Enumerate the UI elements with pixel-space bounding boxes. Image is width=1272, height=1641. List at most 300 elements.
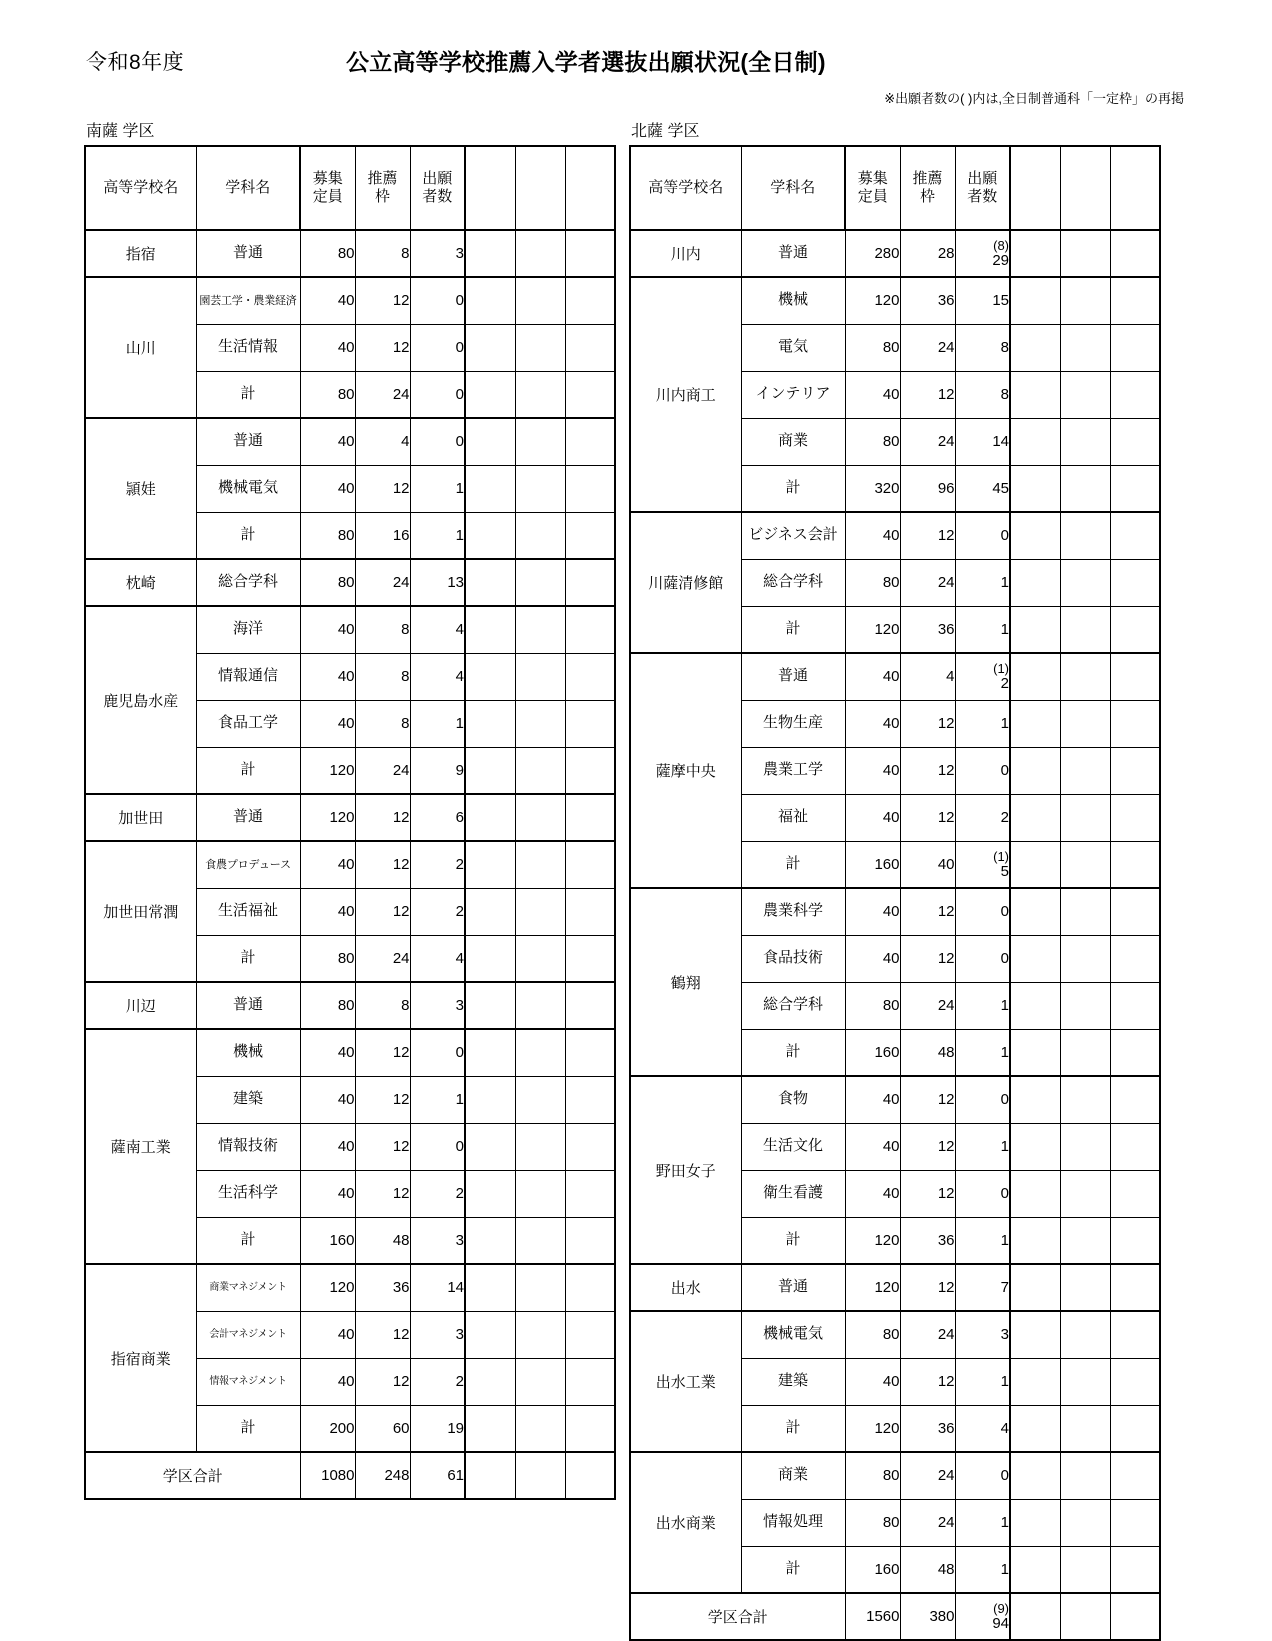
school-name-cell: 鶴翔 [630,888,741,1076]
quota-cell: 24 [900,324,955,371]
col-header-department: 学科名 [196,146,300,230]
capacity-cell: 40 [300,841,355,888]
total-quota-cell: 248 [355,1452,410,1499]
blank-cell-1 [1010,1452,1060,1499]
quota-cell: 12 [900,1170,955,1217]
quota-cell: 40 [900,841,955,888]
applicants-cell: 45 [955,465,1010,512]
capacity-cell: 160 [300,1217,355,1264]
applicants-cell: 8 [955,371,1010,418]
blank-cell-3 [1110,982,1160,1029]
blank-cell-3 [1110,1358,1160,1405]
capacity-cell: 80 [845,1311,900,1358]
blank-cell-2 [1060,1217,1110,1264]
col-header-school: 高等学校名 [630,146,741,230]
department-name-cell: 生活福祉 [196,888,300,935]
district-total-label: 学区合計 [85,1452,300,1499]
blank-cell-1 [1010,1217,1060,1264]
department-name-cell: 計 [741,1029,845,1076]
blank-cell-3 [1110,371,1160,418]
capacity-cell: 40 [300,888,355,935]
department-name-cell: 食農プロデュース [196,841,300,888]
blank-cell-2 [515,1217,565,1264]
blank-cell-3 [1110,1217,1160,1264]
school-name-cell: 加世田常潤 [85,841,196,982]
blank-cell-2 [515,794,565,841]
blank-cell-2 [1060,1593,1110,1640]
school-name-cell: 鹿児島水産 [85,606,196,794]
capacity-cell: 80 [845,324,900,371]
blank-cell-1 [1010,1546,1060,1593]
blank-cell-1 [465,1264,515,1311]
capacity-cell: 80 [300,559,355,606]
applicants-cell: 14 [410,1264,465,1311]
table-row [85,982,615,1029]
blank-cell-1 [1010,606,1060,653]
blank-cell-1 [465,794,515,841]
col-header-blank-1 [465,146,515,230]
blank-cell-1 [465,277,515,324]
school-name-cell: 指宿 [85,230,196,277]
school-name-cell: 川辺 [85,982,196,1029]
blank-cell-1 [1010,324,1060,371]
blank-cell-1 [465,653,515,700]
blank-cell-3 [565,982,615,1029]
department-name-cell: 情報マネジメント [196,1358,300,1405]
blank-cell-3 [1110,1029,1160,1076]
applicants-cell: 4 [955,1405,1010,1452]
blank-cell-2 [515,606,565,653]
department-name-cell: 福祉 [741,794,845,841]
table-row [85,794,615,841]
col-header-blank-3 [1110,146,1160,230]
applicants-cell: 1 [410,465,465,512]
capacity-cell: 80 [300,982,355,1029]
school-name-cell: 出水商業 [630,1452,741,1593]
document-header [0,0,1272,112]
quota-cell: 12 [900,512,955,559]
fiscal-year-label: 令和8年度 [86,51,185,74]
blank-cell-2 [515,559,565,606]
table-row [630,1076,1160,1123]
col-header-quota [355,146,410,230]
department-name-cell: 計 [741,1217,845,1264]
blank-cell-1 [465,512,515,559]
quota-cell: 12 [355,1076,410,1123]
blank-cell-3 [565,841,615,888]
quota-cell: 36 [900,1217,955,1264]
applicants-cell-paren: (1) [993,661,1009,677]
blank-cell-2 [515,1405,565,1452]
blank-cell-1 [465,418,515,465]
capacity-cell: 40 [300,277,355,324]
applicants-cell: 3 [410,230,465,277]
capacity-line2: 定員 [857,188,888,205]
capacity-cell: 160 [845,1546,900,1593]
blank-cell-2 [515,1123,565,1170]
quota-cell: 12 [900,935,955,982]
school-name-cell: 枕崎 [85,559,196,606]
capacity-cell: 160 [845,1029,900,1076]
applicants-cell: 1 [955,606,1010,653]
col-header-blank-3 [565,146,615,230]
applicants-cell: 0 [955,1452,1010,1499]
col-header-applicants [955,146,1010,230]
applicants-cell: 0 [955,1076,1010,1123]
blank-cell-2 [1060,1170,1110,1217]
blank-cell-3 [565,1311,615,1358]
capacity-cell: 160 [845,841,900,888]
blank-cell-2 [1060,559,1110,606]
applicants-cell: 0 [955,1170,1010,1217]
table-body-nansatsu [85,230,615,1499]
quota-cell: 16 [355,512,410,559]
department-name-cell: 情報技術 [196,1123,300,1170]
page-title: 公立高等学校推薦入学者選抜出願状況(全日制) [346,49,826,75]
blank-cell-1 [1010,512,1060,559]
school-name-cell: 山川 [85,277,196,418]
district-caption-hokusatsu: 北薩 学区 [631,123,700,140]
table-wrap-nansatsu [84,145,616,1500]
applicants-cell: 2 [410,1170,465,1217]
department-name-cell: 会計マネジメント [196,1311,300,1358]
department-name-cell: 計 [741,606,845,653]
capacity-cell: 40 [845,371,900,418]
blank-cell-2 [1060,794,1110,841]
department-name-cell: 機械電気 [741,1311,845,1358]
blank-cell-2 [1060,465,1110,512]
applicants-cell: 0 [955,888,1010,935]
blank-cell-1 [1010,418,1060,465]
quota-cell: 96 [900,465,955,512]
department-name-cell: 生物生産 [741,700,845,747]
capacity-cell: 120 [300,794,355,841]
capacity-cell: 120 [300,747,355,794]
capacity-cell: 280 [845,230,900,277]
capacity-cell: 120 [845,1405,900,1452]
blank-cell-2 [1060,1499,1110,1546]
department-name-cell: 普通 [741,230,845,277]
footnote-text: ※出願者数の( )内は,全日制普通科「一定枠」の再掲 [884,91,1184,106]
applicants-cell: 0 [955,512,1010,559]
blank-cell-1 [1010,1311,1060,1358]
quota-cell: 12 [900,1123,955,1170]
quota-cell: 24 [900,1499,955,1546]
quota-cell: 24 [900,559,955,606]
quota-cell: 12 [900,888,955,935]
applicants-cell: 2 [410,1358,465,1405]
blank-cell-2 [1060,700,1110,747]
table-row [630,1452,1160,1499]
total-applicants-cell-paren: (9) [993,1601,1009,1616]
capacity-cell: 80 [845,1452,900,1499]
department-name-cell: 総合学科 [741,559,845,606]
applicants-line2: 者数 [967,188,998,205]
quota-cell: 24 [355,559,410,606]
department-name-cell: 総合学科 [741,982,845,1029]
quota-cell: 36 [900,606,955,653]
col-header-school: 高等学校名 [85,146,196,230]
department-name-cell: 普通 [741,1264,845,1311]
quota-cell: 24 [900,1311,955,1358]
blank-cell-1 [1010,794,1060,841]
table-row [85,606,615,653]
quota-cell: 12 [900,371,955,418]
department-name-cell: 海洋 [196,606,300,653]
capacity-cell: 200 [300,1405,355,1452]
blank-cell-3 [1110,1405,1160,1452]
quota-cell: 4 [900,653,955,700]
capacity-cell: 80 [300,935,355,982]
blank-cell-2 [1060,512,1110,559]
blank-cell-3 [1110,465,1160,512]
blank-cell-3 [1110,1593,1160,1640]
blank-cell-1 [1010,747,1060,794]
blank-cell-3 [565,747,615,794]
blank-cell-2 [1060,747,1110,794]
blank-cell-3 [565,1452,615,1499]
applicants-cell: 4 [410,935,465,982]
blank-cell-2 [515,1264,565,1311]
blank-cell-3 [565,512,615,559]
blank-cell-2 [1060,935,1110,982]
applicants-cell: 9 [410,747,465,794]
department-name-cell: 計 [196,1217,300,1264]
blank-cell-1 [465,1217,515,1264]
blank-cell-1 [465,747,515,794]
blank-cell-1 [1010,465,1060,512]
col-header-blank-2 [1060,146,1110,230]
blank-cell-1 [1010,1405,1060,1452]
blank-cell-3 [565,700,615,747]
capacity-cell: 120 [845,277,900,324]
table-row [85,230,615,277]
blank-cell-2 [515,1358,565,1405]
blank-cell-3 [1110,512,1160,559]
quota-cell: 8 [355,606,410,653]
quota-line2: 枠 [374,188,390,205]
department-name-cell: 生活文化 [741,1123,845,1170]
col-header-blank-1 [1010,146,1060,230]
district-total-row [85,1452,615,1499]
applicants-cell: 0 [410,418,465,465]
applicants-cell: 7 [955,1264,1010,1311]
applicants-cell: 1 [955,559,1010,606]
department-name-cell: 機械電気 [196,465,300,512]
blank-cell-2 [515,747,565,794]
applications-table-hokusatsu [629,145,1161,1641]
applicants-cell: 13 [410,559,465,606]
quota-cell: 12 [355,1170,410,1217]
department-name-cell: 建築 [196,1076,300,1123]
school-name-cell: 川内商工 [630,277,741,512]
applicants-cell: 0 [410,371,465,418]
department-name-cell: 食品工学 [196,700,300,747]
blank-cell-3 [1110,1499,1160,1546]
blank-cell-1 [1010,1358,1060,1405]
blank-cell-3 [565,794,615,841]
blank-cell-3 [565,1405,615,1452]
capacity-cell: 40 [845,512,900,559]
blank-cell-2 [515,888,565,935]
applicants-cell-value: 5 [1000,862,1009,880]
department-name-cell: 機械 [196,1029,300,1076]
blank-cell-2 [515,512,565,559]
applicants-cell: 1 [955,1546,1010,1593]
blank-cell-2 [1060,1076,1110,1123]
capacity-cell: 120 [845,606,900,653]
blank-cell-1 [465,371,515,418]
table-row [85,277,615,324]
capacity-cell: 40 [300,324,355,371]
capacity-cell: 40 [300,1029,355,1076]
quota-cell: 12 [355,1123,410,1170]
blank-cell-2 [515,1170,565,1217]
applicants-cell: 2 [410,841,465,888]
quota-cell: 24 [900,982,955,1029]
blank-cell-2 [1060,371,1110,418]
applicants-cell: 0 [410,1029,465,1076]
blank-cell-2 [1060,1405,1110,1452]
total-capacity-cell: 1080 [300,1452,355,1499]
blank-cell-3 [565,418,615,465]
blank-cell-1 [465,1311,515,1358]
applicants-cell [955,653,1010,700]
blank-cell-2 [1060,1123,1110,1170]
blank-cell-3 [1110,700,1160,747]
department-name-cell: 商業 [741,1452,845,1499]
blank-cell-1 [1010,700,1060,747]
blank-cell-2 [1060,277,1110,324]
blank-cell-3 [1110,418,1160,465]
blank-cell-3 [565,465,615,512]
blank-cell-3 [565,230,615,277]
quota-cell: 12 [355,324,410,371]
col-header-capacity [300,146,355,230]
quota-cell: 8 [355,982,410,1029]
department-name-cell: 普通 [741,653,845,700]
department-name-cell: 計 [196,371,300,418]
blank-cell-2 [1060,1358,1110,1405]
quota-line1: 推薦 [367,170,398,188]
capacity-line1: 募集 [857,170,888,188]
capacity-cell: 40 [300,1123,355,1170]
blank-cell-2 [515,418,565,465]
blank-cell-3 [1110,230,1160,277]
blank-cell-3 [1110,277,1160,324]
school-name-cell: 川内 [630,230,741,277]
quota-cell: 12 [355,888,410,935]
department-name-cell: 農業工学 [741,747,845,794]
applicants-cell: 1 [955,1029,1010,1076]
blank-cell-2 [1060,1452,1110,1499]
applicants-cell: 8 [955,324,1010,371]
department-name-cell: 園芸工学・農業経済 [196,277,300,324]
blank-cell-1 [1010,230,1060,277]
blank-cell-1 [1010,1076,1060,1123]
quota-cell: 24 [355,371,410,418]
blank-cell-2 [1060,230,1110,277]
blank-cell-1 [465,1358,515,1405]
department-name-cell: 生活科学 [196,1170,300,1217]
quota-cell: 36 [900,1405,955,1452]
total-quota-cell: 380 [900,1593,955,1640]
blank-cell-1 [465,324,515,371]
applicants-cell: 0 [955,747,1010,794]
quota-cell: 12 [355,1029,410,1076]
capacity-cell: 320 [845,465,900,512]
quota-cell: 12 [900,1076,955,1123]
blank-cell-1 [1010,982,1060,1029]
blank-cell-3 [1110,935,1160,982]
blank-cell-1 [465,465,515,512]
applicants-cell: 1 [955,1358,1010,1405]
quota-cell: 8 [355,653,410,700]
school-name-cell: 川薩清修館 [630,512,741,653]
blank-cell-1 [1010,277,1060,324]
blank-cell-1 [1010,559,1060,606]
capacity-cell: 80 [300,371,355,418]
applicants-cell: 0 [955,935,1010,982]
quota-cell: 12 [900,747,955,794]
quota-cell: 12 [355,841,410,888]
quota-cell: 12 [900,1264,955,1311]
applicants-cell: 4 [410,606,465,653]
table-row [630,512,1160,559]
school-name-cell: 薩摩中央 [630,653,741,888]
department-name-cell: 情報処理 [741,1499,845,1546]
department-name-cell: 普通 [196,418,300,465]
blank-cell-3 [1110,559,1160,606]
applicants-line1: 出願 [422,170,453,188]
department-name-cell: 情報通信 [196,653,300,700]
quota-line2: 枠 [919,188,935,205]
capacity-cell: 120 [845,1217,900,1264]
blank-cell-1 [465,888,515,935]
applicants-cell: 1 [955,982,1010,1029]
capacity-cell: 40 [300,653,355,700]
blank-cell-1 [465,982,515,1029]
table-row [85,559,615,606]
blank-cell-2 [1060,888,1110,935]
table-row [630,1264,1160,1311]
blank-cell-3 [565,1076,615,1123]
table-wrap-hokusatsu [629,145,1161,1641]
district-total-row [630,1593,1160,1640]
blank-cell-1 [465,606,515,653]
blank-cell-3 [1110,841,1160,888]
blank-cell-3 [1110,606,1160,653]
blank-cell-1 [1010,1593,1060,1640]
quota-cell: 48 [355,1217,410,1264]
blank-cell-3 [1110,1076,1160,1123]
table-row [85,418,615,465]
quota-cell: 24 [900,1452,955,1499]
department-name-cell: 普通 [196,230,300,277]
department-name-cell: 食品技術 [741,935,845,982]
department-name-cell: ビジネス会計 [741,512,845,559]
blank-cell-3 [565,1217,615,1264]
applicants-cell: 3 [410,1217,465,1264]
blank-cell-2 [1060,982,1110,1029]
capacity-cell: 40 [845,1358,900,1405]
applicants-cell: 3 [410,982,465,1029]
department-name-cell: 普通 [196,982,300,1029]
department-name-cell: 計 [196,512,300,559]
blank-cell-3 [1110,1546,1160,1593]
quota-cell: 12 [355,277,410,324]
col-header-department: 学科名 [741,146,845,230]
